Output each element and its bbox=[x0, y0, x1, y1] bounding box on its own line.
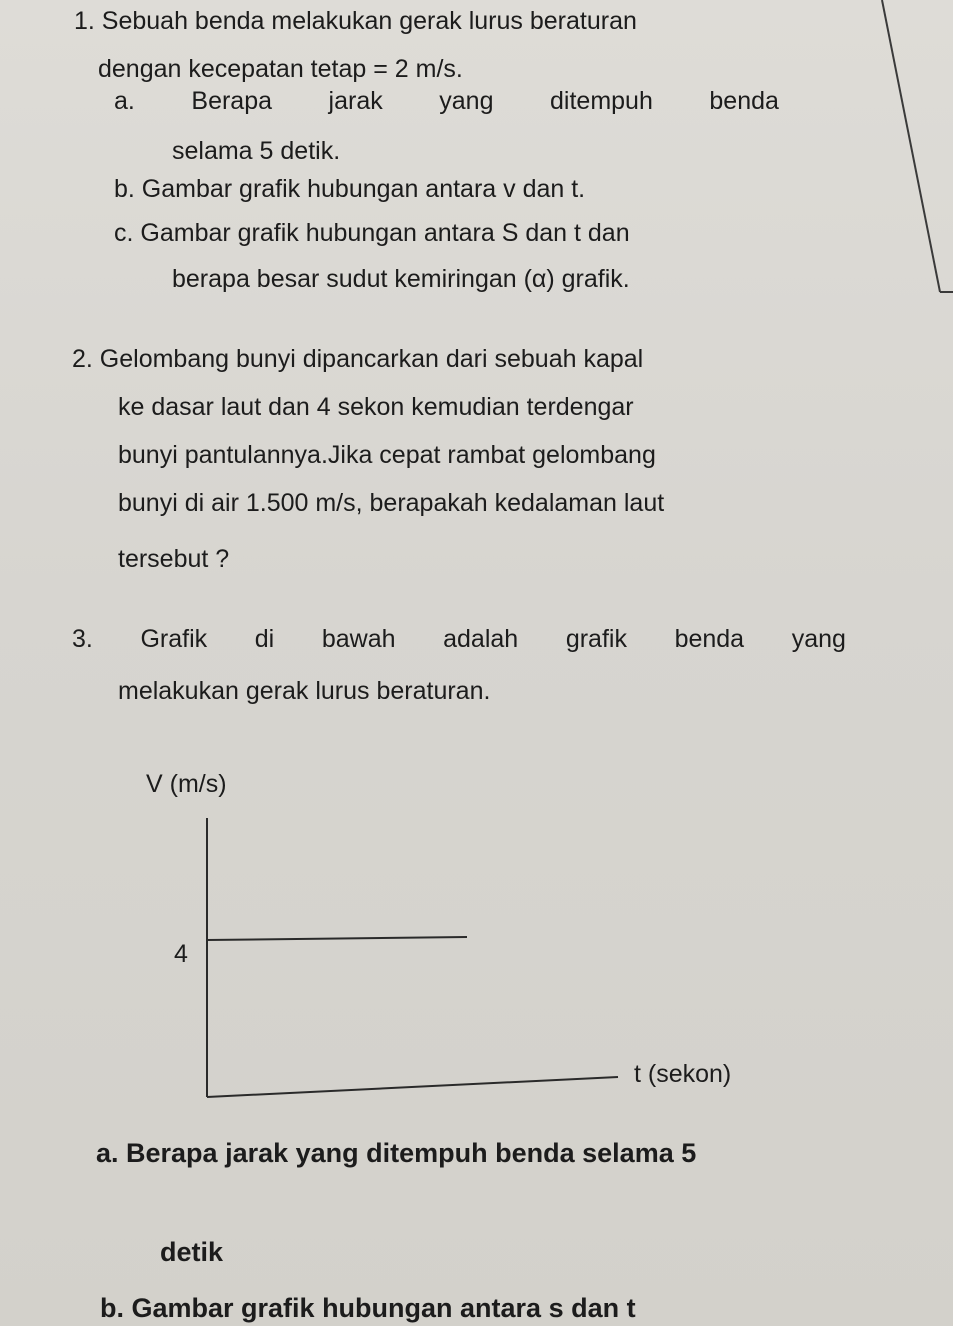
q1-a-word: benda bbox=[709, 87, 779, 115]
q2-line4: bunyi di air 1.500 m/s, berapakah kedalaman laut bbox=[118, 489, 665, 517]
q3-word: 3. bbox=[72, 625, 93, 653]
q3-word: benda bbox=[674, 625, 745, 653]
q2-line5: tersebut ? bbox=[118, 545, 230, 573]
q3-word: Grafik bbox=[140, 625, 208, 653]
q1-a-word: a. bbox=[114, 87, 135, 115]
q3-word: yang bbox=[791, 625, 846, 653]
q2-line1: 2. Gelombang bunyi dipancarkan dari sebuah kapal bbox=[72, 345, 644, 373]
graph-y-axis-label: V (m/s) bbox=[146, 770, 227, 798]
q1-a-word: Berapa bbox=[191, 87, 273, 115]
q1-line1: 1. Sebuah benda melakukan gerak lurus beraturan bbox=[74, 7, 637, 35]
q3-word: bawah bbox=[321, 625, 396, 653]
graph-x-axis-label: t (sekon) bbox=[634, 1060, 732, 1088]
q3-word: di bbox=[254, 625, 275, 653]
q1-a-word: ditempuh bbox=[550, 87, 653, 115]
q1-a-line2: selama 5 detik. bbox=[172, 137, 341, 165]
q1-a-word: jarak bbox=[328, 87, 383, 115]
graph-y-tick-label: 4 bbox=[174, 940, 188, 968]
graph-x-axis bbox=[207, 1077, 618, 1097]
q3-word: adalah bbox=[443, 625, 519, 653]
velocity-series-line bbox=[207, 937, 467, 940]
q3-word: grafik bbox=[565, 625, 627, 653]
q3-b-line1: b. Gambar grafik hubungan antara s dan t bbox=[100, 1293, 636, 1323]
q3-a-line1: a. Berapa jarak yang ditempuh benda selama 5 bbox=[96, 1138, 697, 1168]
q2-line3: bunyi pantulannya.Jika cepat rambat gelombang bbox=[118, 441, 656, 469]
q1-b: b. Gambar grafik hubungan antara v dan t. bbox=[114, 175, 586, 203]
q3-line2: melakukan gerak lurus beraturan. bbox=[118, 677, 491, 705]
q3-a-line2: detik bbox=[160, 1237, 224, 1267]
q2-line2: ke dasar laut dan 4 sekon kemudian terdengar bbox=[118, 393, 634, 421]
q1-a-word: yang bbox=[439, 87, 494, 115]
q1-c-line1: c. Gambar grafik hubungan antara S dan t dan bbox=[114, 219, 630, 247]
q1-line2: dengan kecepatan tetap = 2 m/s. bbox=[98, 55, 463, 83]
q1-c-line2: berapa besar sudut kemiringan (α) grafik. bbox=[172, 265, 630, 293]
